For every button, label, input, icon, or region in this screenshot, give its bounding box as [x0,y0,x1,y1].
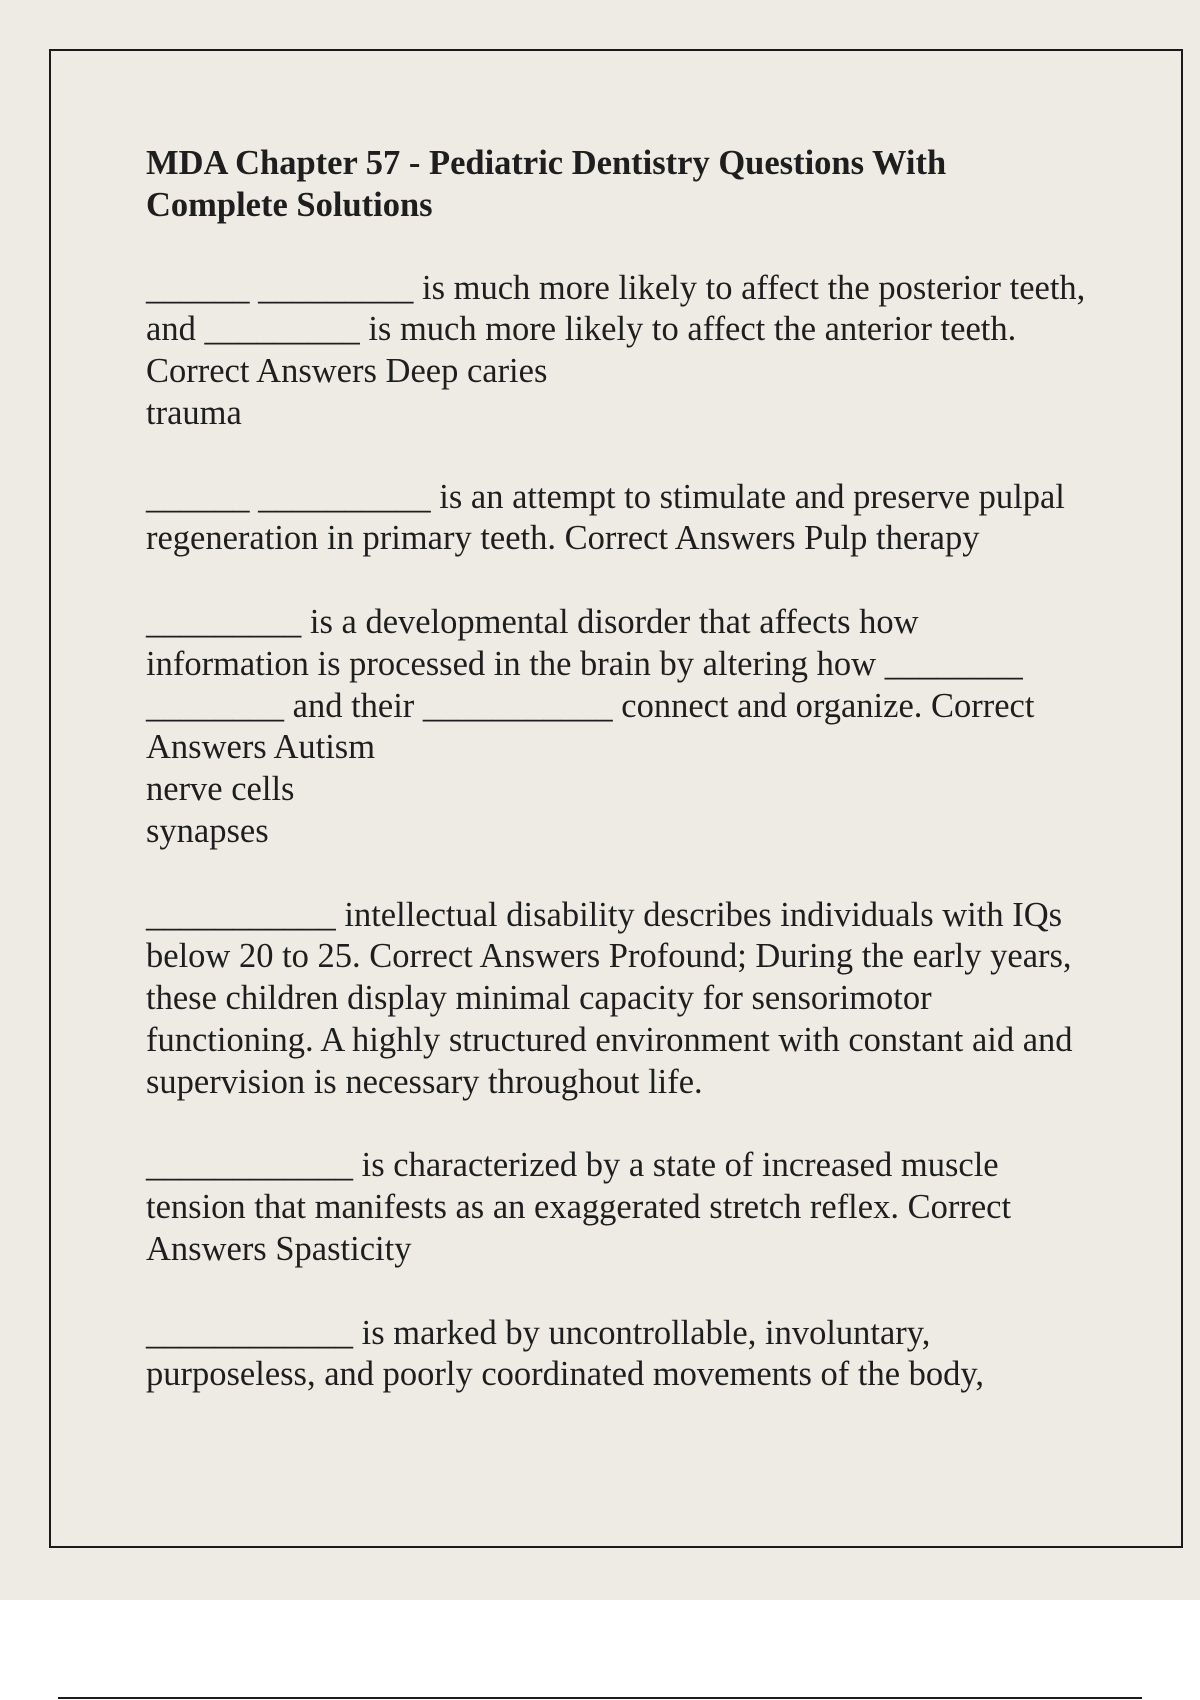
question-text: ______ __________ is an attempt to stimulate and preserve pulpal regeneration in primary teeth. Correct Answers Pulp therapy [146,477,1065,558]
question-text: ___________ intellectual disability describes individuals with IQs below 20 to 25. Correct Answers Profound; During the early years, these children display minimal capacity for sensorimotor functioning. A highly structured environment with constant aid and supervision is necessary throughout life. [146,895,1073,1101]
question-item [146,1313,1086,1397]
document-content [146,143,1086,1438]
question-item [146,268,1086,435]
question-item [146,895,1086,1104]
question-item [146,602,1086,853]
footer-divider [58,1697,1142,1699]
question-text: ____________ is marked by uncontrollable, involuntary, purposeless, and poorly coordinated movements of the body, [146,1313,985,1394]
question-text: _________ is a developmental disorder that affects how information is processed in the brain by altering how ________ ________ and their ___________ connect and organize. Correct Answers Autism nerve cells synapses [146,602,1035,850]
question-text: ____________ is characterized by a state of increased muscle tension that manifests as an exaggerated stretch reflex. Correct Answers Spasticity [146,1146,1012,1268]
question-item [146,1145,1086,1270]
question-text: ______ _________ is much more likely to affect the posterior teeth, and _________ is much more likely to affect the anterior teeth. Correct Answers Deep caries trauma [146,268,1086,432]
question-item [146,477,1086,561]
document-title: MDA Chapter 57 - Pediatric Dentistry Questions With Complete Solutions [146,144,947,224]
